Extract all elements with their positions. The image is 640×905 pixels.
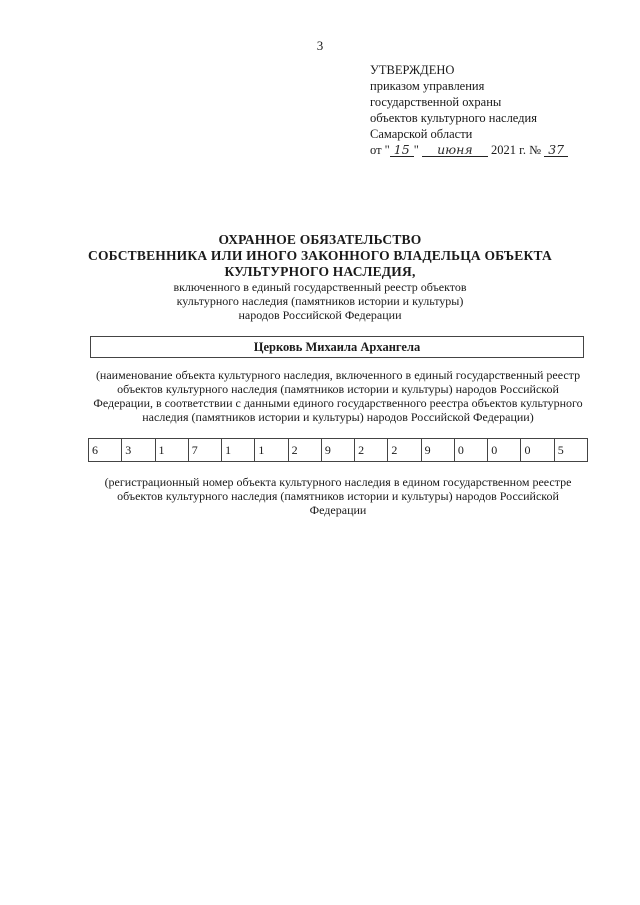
reg-digit-cell: 9 (322, 439, 355, 461)
reg-digit-cell: 0 (455, 439, 488, 461)
reg-digit-cell: 0 (521, 439, 554, 461)
subtitle-line: народов Российской Федерации (238, 308, 402, 322)
reg-digit-cell: 2 (388, 439, 421, 461)
reg-digit-cell: 9 (422, 439, 455, 461)
date-day: 15 (390, 143, 414, 157)
title-line: ОХРАННОЕ ОБЯЗАТЕЛЬСТВО (218, 232, 422, 247)
title-line: КУЛЬТУРНОГО НАСЛЕДИЯ, (224, 264, 416, 279)
approval-line: объектов культурного наследия (370, 111, 537, 125)
reg-digit-cell: 5 (557, 443, 564, 457)
document-title (0, 232, 640, 322)
object-name-box: Церковь Михаила Архангела (90, 336, 584, 358)
approval-line: приказом управления (370, 79, 485, 93)
order-number: 37 (544, 143, 568, 157)
subtitle-line: культурного наследия (памятников истории и культуры) (176, 294, 464, 308)
reg-digit-cell: 1 (156, 439, 189, 461)
registration-number-caption: (регистрационный номер объекта культурного наследия в едином государственном реестре объектов культурного наследия (памятников истории и культуры) народов Российской Федерации (104, 475, 572, 517)
date-quote: " (413, 143, 419, 157)
reg-digit-cell: 1 (222, 439, 255, 461)
approval-line: Самарской области (370, 127, 473, 141)
approval-date-line (370, 142, 568, 158)
title-line: СОБСТВЕННИКА ИЛИ ИНОГО ЗАКОННОГО ВЛАДЕЛЬЦА ОБЪЕКТА (88, 248, 552, 263)
approval-line: государственной охраны (370, 95, 502, 109)
date-prefix: от " (370, 143, 390, 157)
reg-digit-cell: 3 (122, 439, 155, 461)
reg-digit-cell: 6 (89, 439, 122, 461)
registration-number-grid (88, 438, 588, 462)
reg-digit-cell: 2 (289, 439, 322, 461)
reg-digit-cell: 0 (488, 439, 521, 461)
page-number: 3 (316, 38, 324, 53)
approval-stamp (370, 62, 568, 158)
reg-digit-cell: 7 (189, 439, 222, 461)
object-name-caption: (наименование объекта культурного наследия, включенного в единый государственный реестр объектов культурного наследия (памятников истории и культуры) народов Российской Федерации, в соответствии с данными единого государственного реестра объектов культурного наследия (памятников истории и культуры) народов Российской Федерации) (93, 368, 583, 424)
subtitle-line: включенного в единый государственный реестр объектов (173, 280, 467, 294)
reg-digit-cell: 1 (255, 439, 288, 461)
date-month: июня (422, 143, 488, 157)
date-year: 2021 г. № (491, 143, 542, 157)
approval-heading: УТВЕРЖДЕНО (370, 63, 455, 77)
reg-digit-cell: 2 (355, 439, 388, 461)
